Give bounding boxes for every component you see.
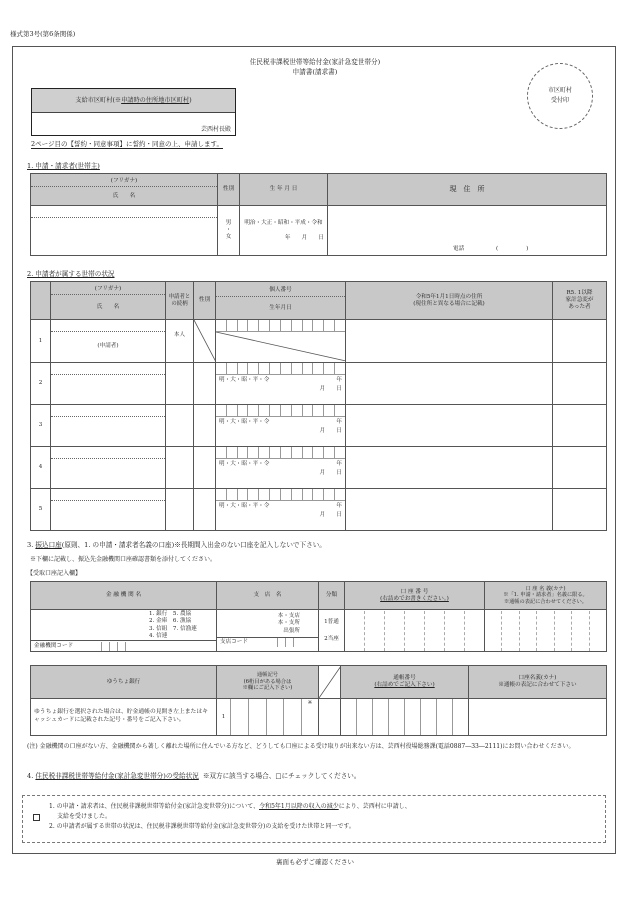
status-item2: 2. の申請者が属する世帯の状況は、住民税非課税世帯等給付金(家計急変世帯分)の支給を受けた世帯と同一です。 [49,823,355,831]
reception-stamp [527,63,593,129]
col-birth: 生年月日 [269,304,292,311]
row-mynumber-cell[interactable]: 明・大・昭・平・令 年 月 日 [216,489,346,531]
row-sex-cell[interactable] [194,405,216,447]
row1-mynumber-cell[interactable] [216,320,346,363]
household-row: 5 明・大・昭・平・令 年 月 日 [31,489,607,531]
household-table: (フリガナ) 氏 名 申請者との続柄 性別 個人番号 生年月日 令和5年1月1日時点の住所 (現住所と異なる場合に記載) R5. 1以降 家計急変が あった者 1 (申請者) 本人 2 明・大・昭・平・令 年 月 日 3 明・大・昭・平・令 年 月 日 4 明・大・昭・平・令 年 月 日 5 明・大・昭・平・令 年 月 日 [30,281,607,531]
status-item1: 1. の申請・請求者は、住民税非課税世帯等給付金(家計急変世帯分)について、令和5年1月以降の収入の減少により、芸西村に申請し、 [49,803,411,810]
receipt-checkbox[interactable] [33,814,40,821]
row-sex-cell[interactable] [194,363,216,405]
row-relation-cell[interactable] [166,405,194,447]
address-label: 現 住 所 [328,174,607,206]
col-address: 令和5年1月1日時点の住所 [415,293,483,300]
yucho-table: ゆうちょ銀行 通帳記号 (6桁目がある場合は ※欄にご記入下さい) 通帳番号 (右詰めでご記入下さい) 口座名義(カナ) ※通帳の表記に合わせて下さい ゆうちょ銀行を選択された場合は、貯金通帳の見開き左上またはキャッシュカードに記載された記号・番号をご記入下さい。 1 ※ [30,665,607,736]
applicant-table [30,173,607,256]
applicant-address-cell[interactable]: 電話 ( ) [328,206,607,256]
birth-label: 生 年 月 日 [240,174,328,206]
row-address-cell[interactable] [346,405,553,447]
yucho-symbol-label: 通帳記号 [256,672,279,679]
branch-name-cell[interactable]: 本・支店 本・支所 出張所 支店コード [217,610,319,652]
municipality-label: 支給市区町村(※ 申請時の住所地市区町村 ) [32,89,235,113]
footer-note: 裏面も必ずご確認ください [276,858,354,866]
col-sex: 性別 [194,282,216,320]
account-type-cell[interactable]: 1普通 2当座 [319,610,345,652]
yucho-description: ゆうちょ銀行を選択された場合は、貯金通帳の見開き左上またはキャッシュカードに記載された記号・番号をご記入下さい。 [31,699,217,736]
row-r5-cell[interactable] [553,447,607,489]
applicant-sex-cell[interactable]: 男 ・ 女 [218,206,240,256]
form-id: 様式第3号(第6条関係) [10,30,76,38]
row-r5-cell[interactable] [553,489,607,531]
row-mynumber-cell[interactable]: 明・大・昭・平・令 年 月 日 [216,447,346,489]
form-title [150,57,480,77]
row-relation-cell[interactable] [166,363,194,405]
yucho-holder-cell[interactable] [469,699,607,736]
row-mynumber-cell[interactable]: 明・大・昭・平・令 年 月 日 [216,405,346,447]
account-holder-cell[interactable] [485,610,607,652]
account-box-title: 【受取口座記入欄】 [27,570,82,577]
sex-label: 性別 [218,174,240,206]
household-row: 1 (申請者) 本人 [31,320,607,363]
title-line1: 住民税非課税世帯等給付金(家計急変世帯分) [249,58,381,66]
section4-heading: 4. 住民税非課税世帯等給付金(家計急変世帯分)の受給状況 ※双方に該当する場合、□にチェックしてください。 [27,772,361,780]
household-row: 3 明・大・昭・平・令 年 月 日 [31,405,607,447]
furigana-label: (フリガナ) [31,175,217,187]
row-sex-cell[interactable] [194,447,216,489]
branch-label: 支 店 名 [217,582,319,610]
agreement-text: 2ページ目の【誓約・同意事項】に誓約・同意の上、申請します。 [31,140,223,148]
phone-label: 電話 [453,246,465,253]
row-address-cell[interactable] [346,363,553,405]
col-no [31,282,51,320]
account-label: 口 座 番 号 [400,588,429,595]
stamp-line1: 市区町村 [547,87,572,95]
yucho-number-label: 通帳番号 [393,675,416,682]
row1-relation: 本人 [166,320,194,363]
branch-code-label: 支店コード [220,639,248,646]
row-sex-cell[interactable] [194,489,216,531]
row-address-cell[interactable] [346,489,553,531]
col-name: 氏 名 [96,303,120,310]
applicant-name-cell[interactable] [31,206,218,256]
stamp-line2: 受付印 [550,97,569,104]
row1-sex-cell [194,320,216,363]
account-number-cell[interactable] [345,610,485,652]
section3-note: ※下欄に記載し、振込先金融機関口座確認書類を添付してください。 [30,556,217,563]
yucho-number-cell[interactable] [341,699,469,736]
row-mynumber-cell[interactable]: 明・大・昭・平・令 年 月 日 [216,363,346,405]
applicant-furigana-field[interactable] [31,206,217,218]
household-row: 4 明・大・昭・平・令 年 月 日 [31,447,607,489]
section2-heading: 2. 申請者が属する世帯の状況 [27,270,115,278]
row-r5-cell[interactable] [553,363,607,405]
row-relation-cell[interactable] [166,489,194,531]
municipality-box [31,88,236,136]
row1-r5-cell[interactable] [553,320,607,363]
section1-heading: 1. 申請・請求者(世帯主) [27,162,100,170]
row-name-cell[interactable] [51,447,166,489]
name-label: 氏 名 [112,192,136,199]
title-line2: 申請書(請求書) [292,68,338,77]
bank-table: 金 融 機 関 名 支 店 名 分類 口 座 番 号 (右詰めでお書きください。) 口 座 名 義(カナ) ※「1. 申請・請求者」名義に限る。 ※通帳の表記に合わせてください。 1. 銀行 5. 農協 2. 金庫 6. 漁協 3. 信組 7. 信漁連 4. 信連 金融機関コード 本・支店 本・支所 出張所 支店コード 1普通 2当座 [30,581,607,652]
yucho-symbol-cell[interactable]: 1 ※ [217,699,319,736]
row-relation-cell[interactable] [166,447,194,489]
household-row: 2 明・大・昭・平・令 年 月 日 [31,363,607,405]
applicant-birth-cell[interactable]: 明治・大正・昭和・平成・令和 年 月 日 [240,206,328,256]
bank-label: 金 融 機 関 名 [31,582,217,610]
municipality-value: 芸西村長殿 [200,125,231,133]
bank-code-label: 金融機関コード [34,642,74,649]
row-name-cell[interactable] [51,405,166,447]
caution-note: (注) 金融機関の口座がない方、金融機関から著しく離れた場所に住んでいる方など、どうしても口座による受け取りが出来ない方は、芸西村役場総務課(電話0887―33―2111)にお問い合わせください。 [27,743,575,750]
row-name-cell[interactable] [51,363,166,405]
row-name-cell[interactable] [51,489,166,531]
row-address-cell[interactable] [346,447,553,489]
col-r5: R5. 1以降 [566,290,593,297]
row1-name-cell[interactable]: (申請者) [51,320,166,363]
col-furigana: (フリガナ) [51,283,165,295]
bank-name-cell[interactable]: 1. 銀行 5. 農協 2. 金庫 6. 漁協 3. 信組 7. 信漁連 4. 信連 金融機関コード [31,610,217,652]
type-label: 分類 [319,582,345,610]
row-r5-cell[interactable] [553,405,607,447]
row1-address-cell[interactable] [346,320,553,363]
col-relation: 申請者との続柄 [166,282,194,320]
section3-heading: 3. 振込口座(原則、1. の申請・請求者名義の口座)※長期間入出金のない口座を記入しないで下さい。 [27,541,326,549]
col-mynumber: 個人番号 [216,283,345,297]
yucho-holder-label: 口座名義(カナ) [518,675,557,682]
holder-label: 口 座 名 義(カナ) [525,585,566,592]
receipt-status-box: 1. の申請・請求者は、住民税非課税世帯等給付金(家計急変世帯分)について、令和5年1月以降の収入の減少により、芸西村に申請し、 支給を受けました。 2. の申請者が属する世帯の状況は、住民税非課税世帯等給付金(家計急変世帯分)の支給を受けた世帯と同一です。 [22,795,606,843]
yucho-label: ゆうちょ銀行 [31,666,217,699]
